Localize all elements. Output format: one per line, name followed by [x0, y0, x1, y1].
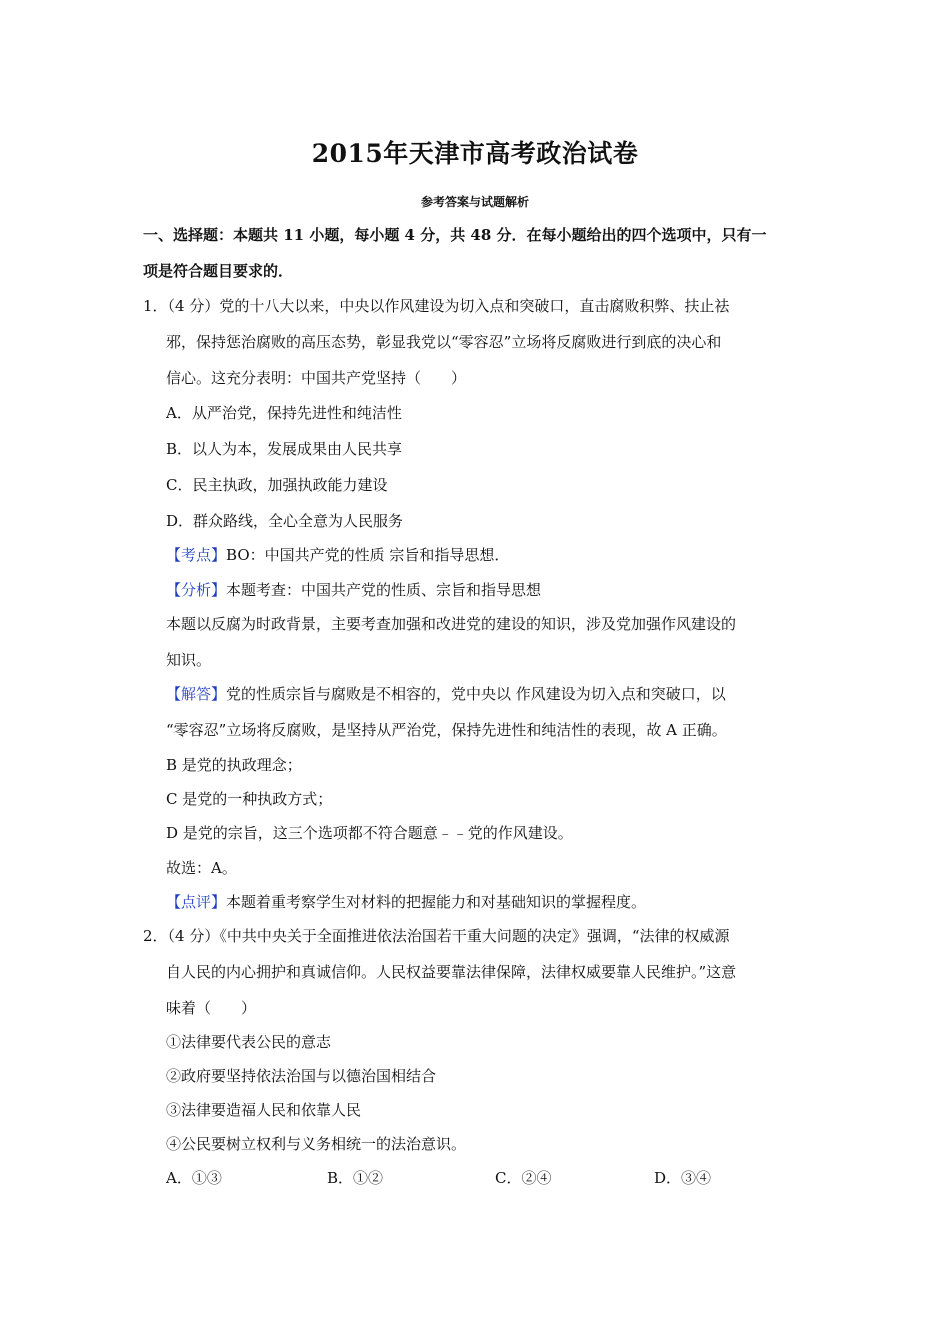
q1-fenxi-line3: 知识。: [166, 651, 212, 669]
q1-option-b: B．以人为本，发展成果由人民共享: [166, 440, 403, 458]
q1-option-a: A．从严治党，保持先进性和纯洁性: [166, 404, 402, 422]
kaodian-tag: 【考点】: [166, 546, 227, 564]
q2-stem-line3: 味着（ ）: [166, 999, 257, 1017]
jieda-text: 党的性质宗旨与腐败是不相容的，党中央以 作风建设为切入点和突破口，以: [226, 685, 726, 703]
fenxi-tag: 【分析】: [166, 581, 227, 599]
q1-jieda-line5: D 是党的宗旨，这三个选项都不符合题意﹣﹣党的作风建设。: [166, 824, 573, 842]
dianping-text: 本题着重考察学生对材料的把握能力和对基础知识的掌握程度。: [226, 893, 647, 911]
page-subtitle: 参考答案与试题解析: [420, 195, 529, 209]
q2-option-b: B．①②: [327, 1169, 384, 1187]
page-title: 2015年天津市高考政治试卷: [311, 139, 639, 168]
q2-statement-3: ③法律要造福人民和依靠人民: [166, 1101, 362, 1119]
q2-option-a: A．①③: [166, 1169, 222, 1187]
q1-option-c: C．民主执政，加强执政能力建设: [166, 476, 388, 494]
q1-stem-line1: 1．（4 分）党的十八大以来，中央以作风建设为切入点和突破口，直击腐败积弊、扶止祛: [143, 297, 730, 315]
section-heading-line2: 项是符合题目要求的．: [143, 262, 294, 280]
q2-stem-line2: 自人民的内心拥护和真诚信仰。人民权益要靠法律保障，法律权威要靠人民维护。”这意: [166, 963, 737, 981]
q1-jieda: [166, 684, 726, 704]
q1-jieda-line6: 故选：A。: [166, 859, 237, 877]
q1-jieda-line4: C 是党的一种执政方式；: [166, 790, 333, 808]
dianping-tag: 【点评】: [166, 893, 227, 911]
q1-jieda-line3: B 是党的执政理念；: [166, 756, 302, 774]
q2-stem-line1: 2．（4 分）《中共中央关于全面推进依法治国若干重大问题的决定》强调，“法律的权威源: [143, 927, 730, 945]
q2-option-c: C．②④: [495, 1169, 552, 1187]
q1-kaodian: [166, 545, 509, 565]
q2-option-d: D．③④: [654, 1169, 712, 1187]
jieda-tag: 【解答】: [166, 685, 227, 703]
kaodian-text: BO：中国共产党的性质 宗旨和指导思想．: [226, 546, 510, 564]
q1-stem-line3: 信心。这充分表明：中国共产党坚持（ ）: [166, 369, 467, 387]
q2-statement-4: ④公民要树立权利与义务相统一的法治意识。: [166, 1135, 467, 1153]
q1-dianping: [166, 892, 646, 912]
section-heading-line1: 一、选择题：本题共 11 小题，每小题 4 分，共 48 分．在每小题给出的四个选项中，只有一: [143, 226, 767, 244]
q1-fenxi-line2: 本题以反腐为时政背景，主要考查加强和改进党的建设的知识，涉及党加强作风建设的: [166, 615, 737, 633]
q1-stem-line2: 邪，保持惩治腐败的高压态势，彰显我党以“零容忍”立场将反腐败进行到底的决心和: [166, 333, 722, 351]
fenxi-text: 本题考查：中国共产党的性质、宗旨和指导思想: [226, 581, 542, 599]
q1-jieda-line2: “零容忍”立场将反腐败，是坚持从严治党，保持先进性和纯洁性的表现，故 A 正确。: [166, 721, 727, 739]
q1-option-d: D．群众路线，全心全意为人民服务: [166, 512, 404, 530]
q1-fenxi: [166, 580, 541, 600]
q2-statement-1: ①法律要代表公民的意志: [166, 1033, 332, 1051]
q2-statement-2: ②政府要坚持依法治国与以德治国相结合: [166, 1067, 437, 1085]
